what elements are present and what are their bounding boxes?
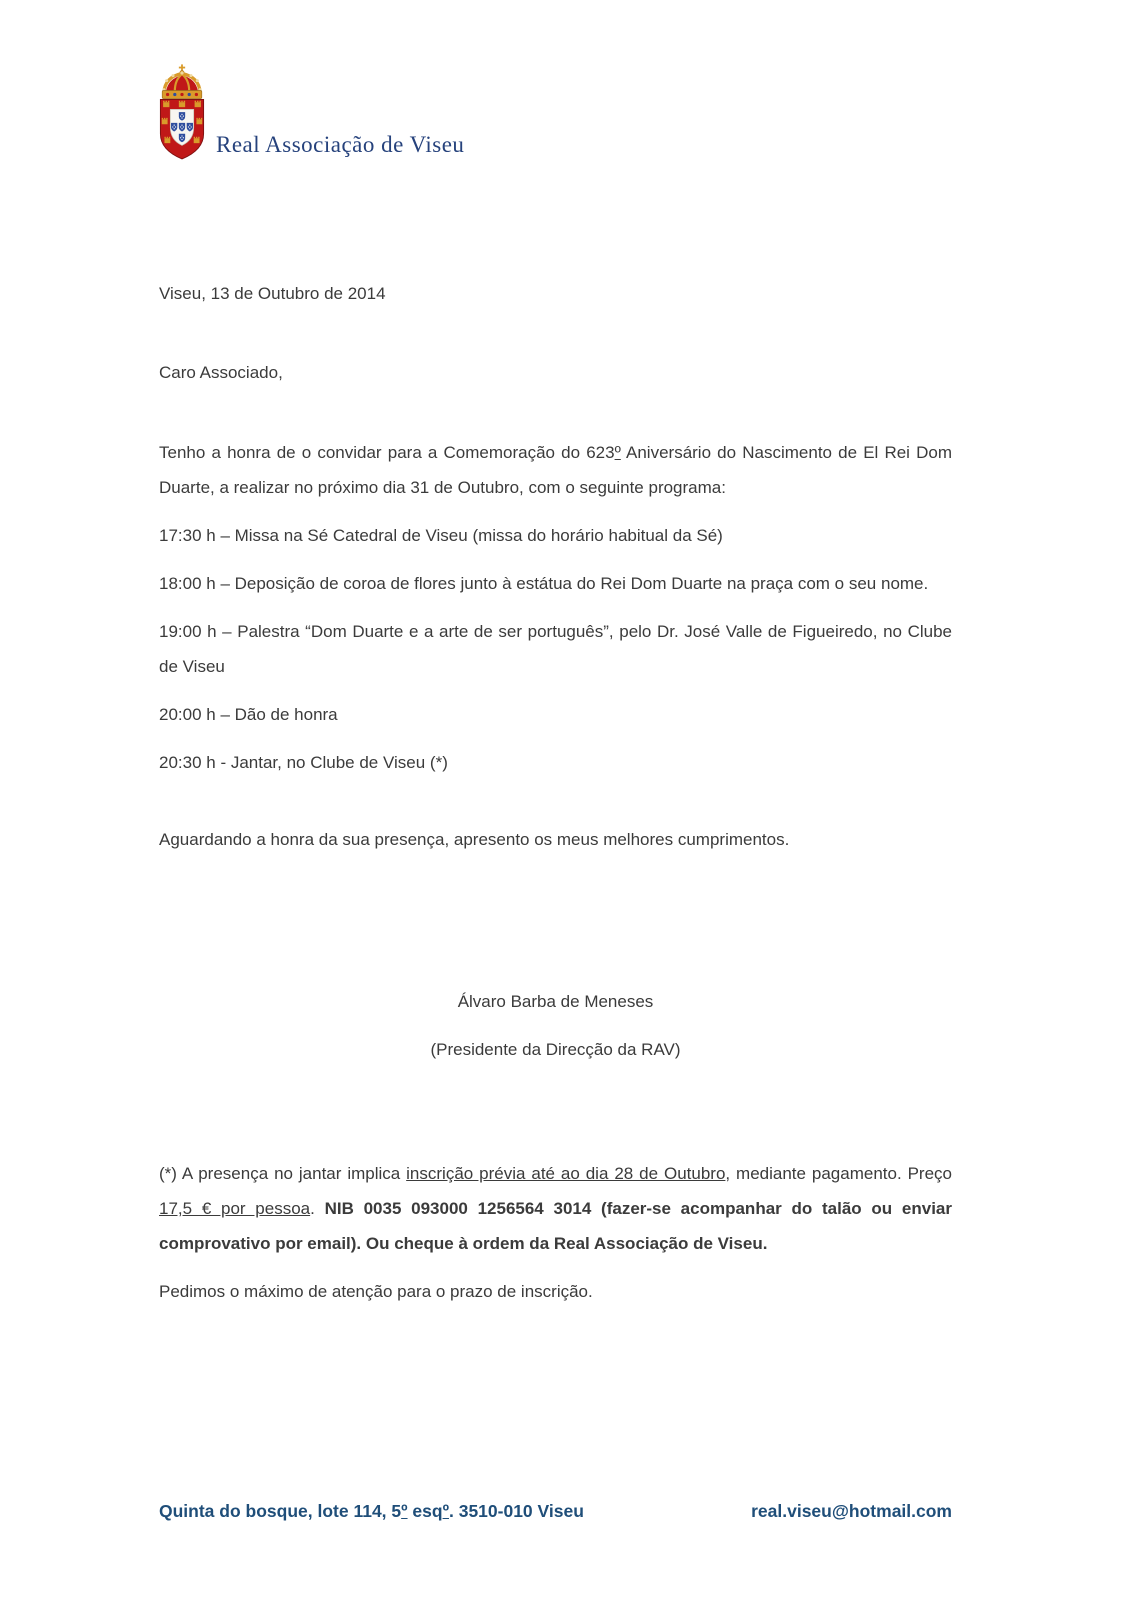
signature-name: Álvaro Barba de Meneses [457,992,654,1011]
footnote-price-underlined: 17,5 € por pessoa [159,1199,311,1218]
address-text: Quinta do bosque, lote 114, 5 [159,1501,402,1521]
org-name: Real Associação de Viseu [216,132,465,157]
notice-line: Pedimos o máximo de atenção para o prazo de inscrição. [159,1282,593,1301]
footnote-deadline-underlined: inscrição prévia até ao dia 28 de Outubro [406,1164,726,1183]
program-item-1900: 19:00 h – Palestra “Dom Duarte e a arte de ser português”, pelo Dr. José Valle de Figueiredo, no Clube de Viseu [159,622,952,676]
footer [159,1496,952,1526]
footnote-text-3: . [310,1199,325,1218]
footer-email: real.viseu@hotmail.com [751,1501,952,1521]
intro-paragraph [159,435,952,505]
program-item-2000: 20:00 h – Dão de honra [159,705,338,724]
program-item-1800: 18:00 h – Deposição de coroa de flores junto à estátua do Rei Dom Duarte na praça com o seu nome. [159,574,929,593]
letterhead [155,62,464,164]
address-ordinal-1: º [401,1501,408,1521]
address-text-3: . 3510-010 Viseu [448,1501,584,1521]
intro-ordinal: º [614,443,621,462]
footnote-text: (*) A presença no jantar implica [159,1164,407,1183]
coat-of-arms-logo [155,62,209,164]
intro-text: Tenho a honra de o convidar para a Comemoração do 623 [159,443,615,462]
program-item-2030: 20:30 h - Jantar, no Clube de Viseu (*) [159,753,448,772]
address-text-2: esq [407,1501,443,1521]
footnote-paragraph [159,1156,952,1261]
intro-text-cont: Aniversário do Nascimento de El Rei Dom Duarte, a realizar no próximo dia 31 de Outubro, com o seguinte programa: [159,443,952,497]
footnote-text-2: , mediante pagamento. Preço [725,1164,952,1183]
date-line: Viseu, 13 de Outubro de 2014 [159,284,386,303]
letter-body [159,276,952,1322]
footnote-nib-bold: NIB 0035 093000 1256564 3014 (fazer-se acompanhar do talão ou enviar comprovativo por email). Ou cheque à ordem da Real Associação de Viseu. [159,1199,952,1253]
closing-line: Aguardando a honra da sua presença, apresento os meus melhores cumprimentos. [159,830,790,849]
salutation: Caro Associado, [159,363,283,382]
address-ordinal-2: º [442,1501,449,1521]
footer-address [159,1496,584,1526]
program-item-1730: 17:30 h – Missa na Sé Catedral de Viseu (missa do horário habitual da Sé) [159,526,723,545]
signature-title: (Presidente da Direcção da RAV) [430,1040,681,1059]
